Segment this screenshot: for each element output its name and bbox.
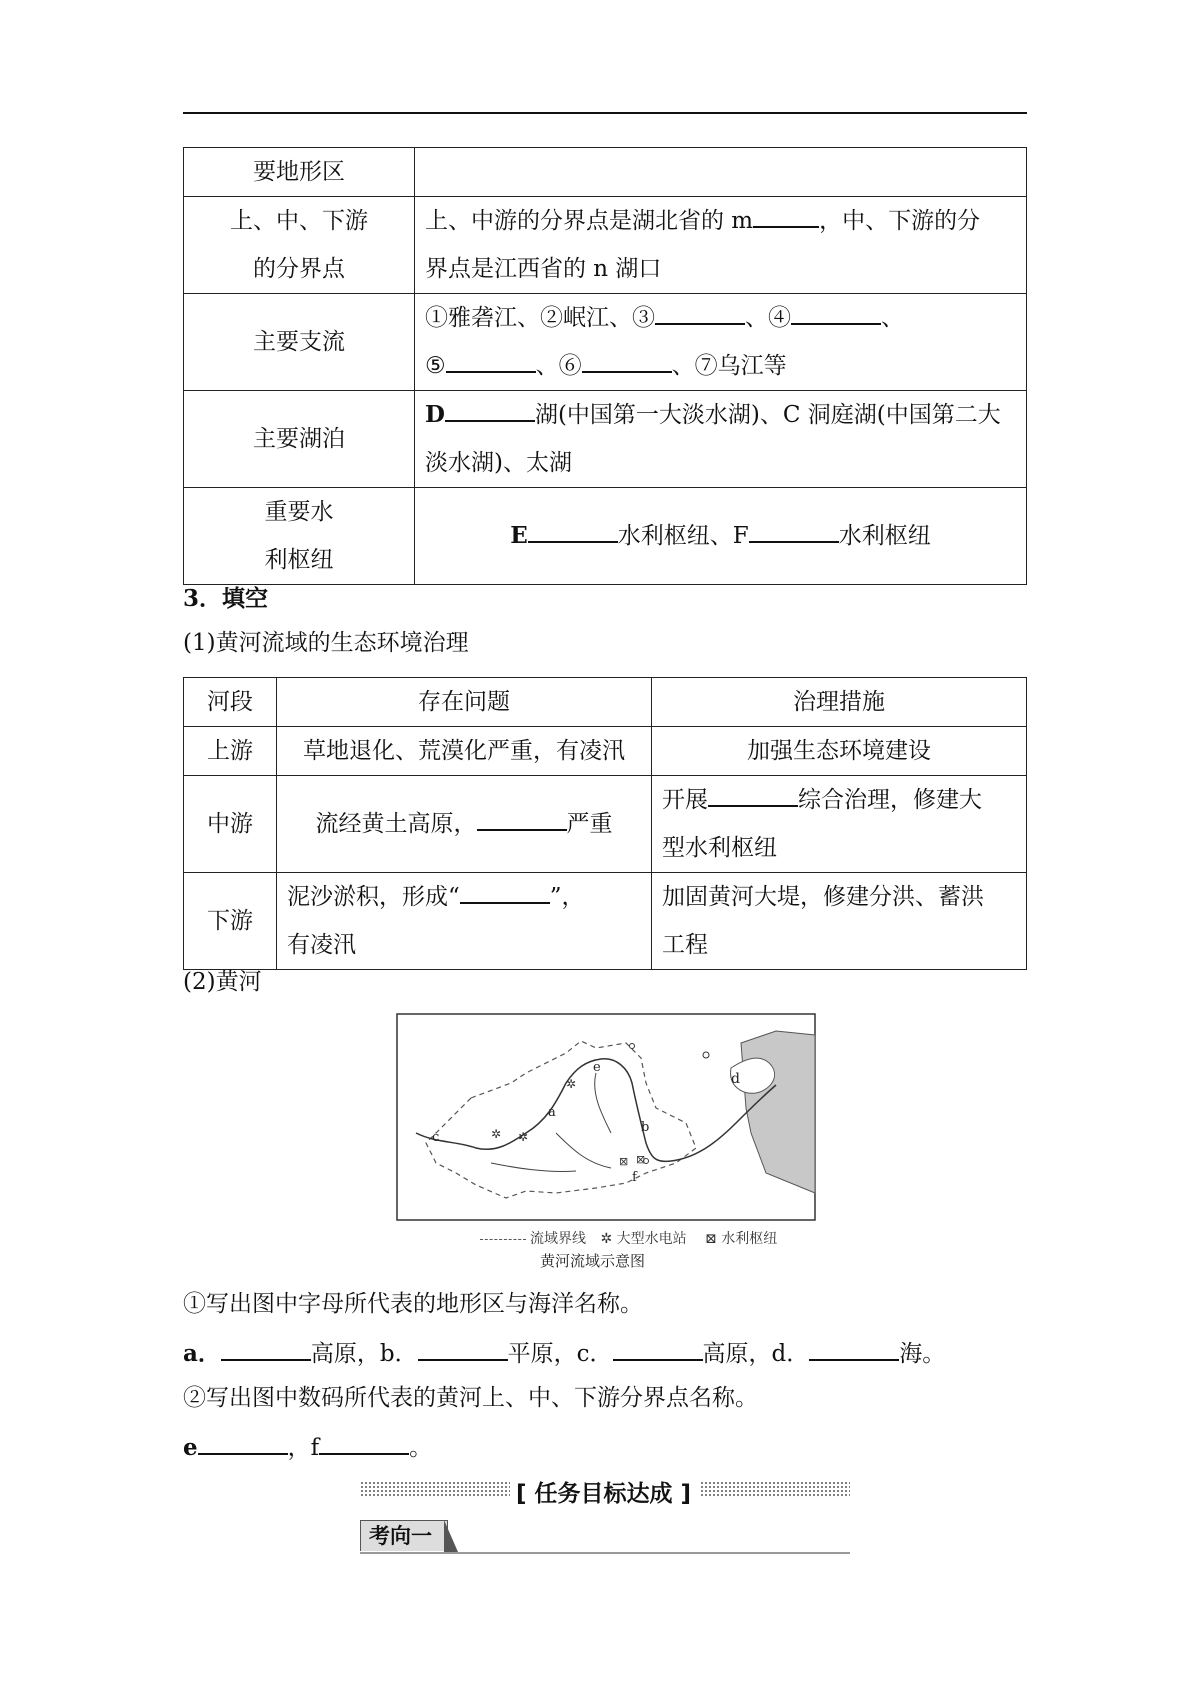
answer-blank[interactable] <box>809 1335 899 1361</box>
yellow-river-map <box>396 1013 816 1221</box>
task-goal-banner <box>360 1475 850 1505</box>
answer-blank[interactable] <box>655 299 745 325</box>
table-row <box>184 294 1027 391</box>
map-legend: 流域界线 ✲ 大型水电站 ⊠ 水利枢纽 <box>480 1228 777 1248</box>
boundary-dash-icon <box>480 1239 526 1240</box>
map-label-c: c <box>432 1130 440 1145</box>
answer-blank[interactable] <box>418 1335 508 1361</box>
col-header: 存在问题 <box>277 678 652 727</box>
answer-blank[interactable] <box>528 517 618 543</box>
table-row <box>184 391 1027 488</box>
table-row <box>184 727 1027 776</box>
answer-blank[interactable] <box>753 202 819 228</box>
table-row <box>184 776 1027 873</box>
segment-cell: 中游 <box>184 776 277 873</box>
row-content: ①雅砻江、②岷江、③ 、④ 、 ⑤ 、⑥ 、⑦乌江等 <box>415 294 1027 391</box>
segment-cell: 上游 <box>184 727 277 776</box>
answer-blank[interactable] <box>221 1335 311 1361</box>
banner-title: [ 任务目标达成 ] <box>512 1475 695 1508</box>
hydro-station-icon: ✲ <box>491 1127 502 1141</box>
measure-cell: 加固黄河大堤，修建分洪、蓄洪 工程 <box>652 873 1027 970</box>
measure-cell: 开展 综合治理，修建大 型水利枢纽 <box>652 776 1027 873</box>
row-label: 重要水 利枢纽 <box>184 488 415 585</box>
answer-blank[interactable] <box>445 396 535 422</box>
table-row <box>184 488 1027 585</box>
kaoxiang-header <box>360 1518 850 1554</box>
banner-dots-left <box>360 1481 510 1497</box>
map-label-d: d <box>731 1071 740 1087</box>
subsection-title: (2)黄河 <box>183 969 262 995</box>
question-1-answer: a． 高原，b． 平原，c． 高原，d． 海。 <box>183 1335 945 1371</box>
header-rule <box>183 112 1027 114</box>
water-project-icon: ⊠ <box>636 1153 646 1166</box>
hydro-station-icon: ✲ <box>566 1077 577 1091</box>
measure-cell: 加强生态环境建设 <box>652 727 1027 776</box>
table-row <box>184 873 1027 970</box>
table-header-row <box>184 678 1027 727</box>
row-content <box>415 148 1027 197</box>
hydro-station-icon: ✲ <box>518 1130 529 1144</box>
answer-blank[interactable] <box>460 878 550 904</box>
col-header: 治理措施 <box>652 678 1027 727</box>
row-content: 上、中游的分界点是湖北省的 m ，中、下游的分 界点是江西省的 n 湖口 <box>415 197 1027 294</box>
answer-blank[interactable] <box>319 1429 409 1455</box>
answer-blank[interactable] <box>446 347 536 373</box>
tab-slash-shape <box>444 1520 458 1552</box>
yangtze-table <box>183 147 1027 585</box>
answer-blank[interactable] <box>749 517 839 543</box>
answer-blank[interactable] <box>582 347 672 373</box>
answer-blank[interactable] <box>613 1335 703 1361</box>
segment-cell: 下游 <box>184 873 277 970</box>
row-content: D 湖(中国第一大淡水湖)、C 洞庭湖(中国第二大 淡水湖)、太湖 <box>415 391 1027 488</box>
yellow-river-table <box>183 677 1027 970</box>
map-label-b: b <box>641 1120 650 1135</box>
answer-blank[interactable] <box>198 1429 288 1455</box>
hydro-station-icon: ✲ <box>600 1231 613 1247</box>
question-1: ①写出图中字母所代表的地形区与海洋名称。 <box>183 1291 643 1317</box>
problem-cell: 泥沙淤积，形成“ ”， 有凌汛 <box>277 873 652 970</box>
question-2: ②写出图中数码所代表的黄河上、中、下游分界点名称。 <box>183 1385 758 1411</box>
row-label: 主要支流 <box>184 294 415 391</box>
col-header: 河段 <box>184 678 277 727</box>
subsection-title: (1)黄河流域的生态环境治理 <box>183 630 469 656</box>
map-label-e: e <box>593 1060 601 1075</box>
answer-blank[interactable] <box>791 299 881 325</box>
answer-blank[interactable] <box>477 805 567 831</box>
table-row <box>184 148 1027 197</box>
problem-cell: 草地退化、荒漠化严重，有凌汛 <box>277 727 652 776</box>
banner-dots-right <box>700 1481 850 1497</box>
row-content: E 水利枢纽、F 水利枢纽 <box>415 488 1027 585</box>
water-project-icon: ⊠ <box>705 1231 717 1247</box>
map-label-f: f <box>632 1170 637 1185</box>
section-heading: 3．填空 <box>183 585 269 612</box>
row-label: 主要湖泊 <box>184 391 415 488</box>
map-caption: 黄河流域示意图 <box>540 1252 646 1270</box>
map-label-a: a <box>548 1105 556 1120</box>
map-svg <box>396 1013 816 1221</box>
row-label: 上、中、下游 的分界点 <box>184 197 415 294</box>
row-label: 要地形区 <box>184 148 415 197</box>
question-2-answer: e ，f 。 <box>183 1429 432 1465</box>
table-row <box>184 197 1027 294</box>
answer-blank[interactable] <box>708 781 798 807</box>
water-project-icon: ⊠ <box>619 1155 629 1168</box>
kaoxiang-tab: 考向一 <box>360 1520 448 1551</box>
problem-cell: 流经黄土高原， 严重 <box>277 776 652 873</box>
